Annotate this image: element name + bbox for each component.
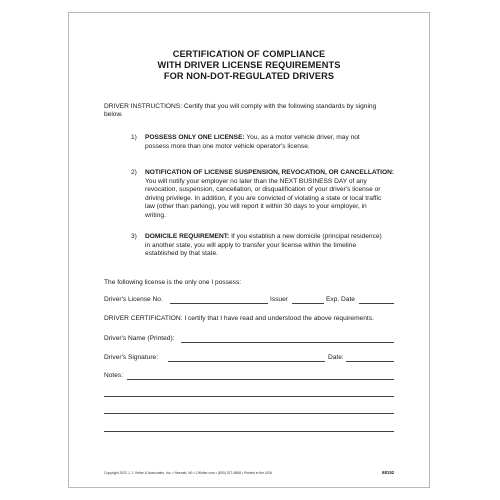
driver-instructions: DRIVER INSTRUCTIONS: Certify that you will comply with the following standards by signing	[104, 103, 377, 110]
item-2-number: 2)	[131, 169, 137, 176]
exp-date-label: Exp. Date	[326, 296, 355, 303]
date-field[interactable]	[346, 361, 394, 362]
item-2-line: revocation, suspension, cancellation, or disqualification of your driver's license or	[145, 186, 381, 193]
license-number-field[interactable]	[170, 303, 268, 304]
notes-line[interactable]	[127, 379, 394, 380]
form-title-line-2: WITH DRIVER LICENSE REQUIREMENTS	[157, 60, 341, 70]
item-3-heading: DOMICILE REQUIREMENT:	[145, 233, 230, 240]
license-number-label: Driver's License No.	[104, 296, 163, 303]
driver-name-field[interactable]	[181, 342, 394, 343]
item-3-line: established by that state.	[145, 250, 218, 257]
issuer-field[interactable]	[292, 303, 324, 304]
form-title-line-1: CERTIFICATION OF COMPLIANCE	[172, 49, 326, 59]
driver-signature-label: Driver's Signature:	[104, 354, 159, 361]
driver-signature-field[interactable]	[168, 361, 325, 362]
item-1-number: 1)	[131, 134, 137, 141]
license-statement: The following license is the only one I possess:	[104, 279, 242, 286]
notes-label: Notes:	[104, 372, 124, 379]
item-3-first-line	[145, 233, 382, 241]
form-code: 68152	[382, 470, 395, 475]
item-1-first-text: You, as a motor vehicle driver, may not	[244, 134, 360, 141]
item-3-first-text: If you establish a new domicile (principal residence)	[229, 233, 382, 240]
item-2-heading	[145, 169, 394, 177]
item-1-first-line	[145, 134, 360, 142]
copyright-footer: Copyright 2022 J. J. Keller & Associates, Inc. • Neenah, WI • JJKeller.com • (800) 327-6868 • Printed in the USA	[104, 471, 272, 475]
notes-line[interactable]	[104, 396, 394, 397]
item-2-heading-text: NOTIFICATION OF LICENSE SUSPENSION, REVOCATION, OR CANCELLATION:	[145, 169, 395, 176]
item-2-line: You will notify your employer no later than the NEXT BUSINESS DAY of any	[145, 177, 367, 185]
driver-instructions-continued: below.	[104, 111, 123, 118]
date-label: Date:	[328, 354, 344, 361]
exp-date-field[interactable]	[359, 303, 394, 304]
item-2-line: law (other than parking), you will report it within 30 days to your employer, in	[145, 203, 367, 210]
item-3-number: 3)	[131, 233, 137, 240]
form-title-line-3: FOR NON-DOT-REGULATED DRIVERS	[163, 71, 335, 81]
driver-certification: DRIVER CERTIFICATION: I certify that I have read and understood the above requirements.	[104, 315, 374, 322]
notes-line[interactable]	[104, 413, 394, 414]
notes-line[interactable]	[104, 431, 394, 432]
form-sheet	[68, 12, 430, 488]
driver-name-label: Driver's Name (Printed):	[104, 335, 175, 342]
item-1-heading: POSSESS ONLY ONE LICENSE:	[145, 134, 245, 141]
item-1-line: possess more than one motor vehicle operator's license.	[145, 142, 310, 150]
item-3-line: in another state, you will apply to transfer your license within the timeline	[145, 241, 357, 249]
item-2-line: driving privilege. In addition, if you are convicted of violating a state or local traffic	[145, 194, 382, 202]
issuer-label: Issuer	[270, 296, 288, 303]
item-2-line: writing.	[145, 211, 166, 219]
